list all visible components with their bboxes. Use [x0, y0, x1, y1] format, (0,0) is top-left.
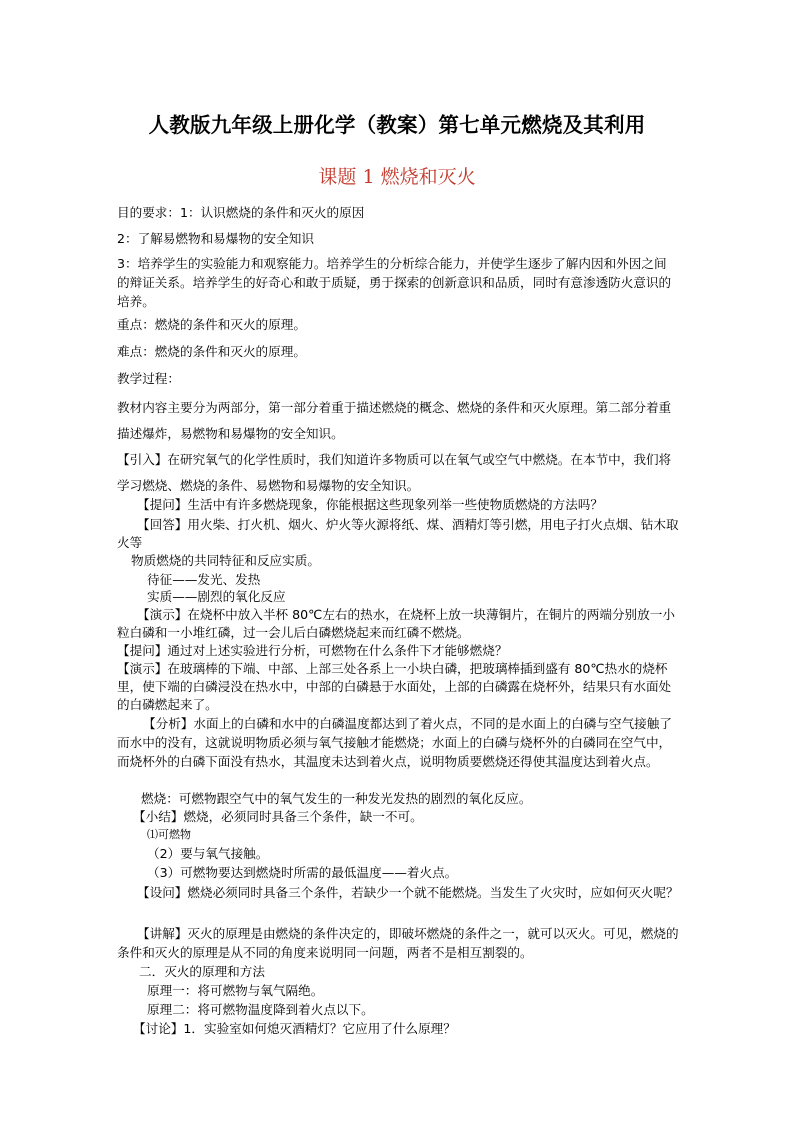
principle-2: 原理二：将可燃物温度降到着火点以下。	[147, 1002, 374, 1017]
summary-line: 【小结】燃烧，必须同时具备三个条件，缺一不可。	[133, 809, 423, 824]
common-features-line: 物质燃烧的共同特征和反应实质。	[131, 553, 320, 568]
content-overview-paragraph: 教材内容主要分为两部分，第一部分着重于描述燃烧的概念、燃烧的条件和灭火原理。第二部分着重描述爆炸，易燃物和易爆物的安全知识。	[117, 400, 672, 441]
objectives-line-2: 2：了解易燃物和易爆物的安全知识	[117, 231, 314, 246]
answer-paragraph: 【回答】用火柴、打火机、烟火、炉火等火源将纸、煤、酒精灯等引燃，用电子打火点烟、钻木取火等	[117, 517, 679, 550]
question-paragraph-1: 【提问】生活中有许多燃烧现象，你能根据这些现象列举一些使物质燃烧的方法吗？	[137, 497, 603, 512]
analysis-paragraph: 【分析】水面上的白磷和水中的白磷温度都达到了着火点，不同的是水面上的白磷与空气接触了而水中的没有，这就说明物质必须与氧气接触才能燃烧；水面上的白磷与烧杯外的白磷同在空气中，而烧杯外的白磷下面没有热水，其温度未达到着火点，说明物质要燃烧还得使其温度达到着火点。	[117, 716, 672, 769]
explanation-paragraph: 【讲解】灭火的原理是由燃烧的条件决定的，即破坏燃烧的条件之一，就可以灭火。可见，燃烧的条件和灭火的原理是从不同的角度来说明同一问题，两者不是相互割裂的。	[117, 926, 679, 960]
combustion-definition: 燃烧：可燃物跟空气中的氧气发生的一种发光发热的剧烈的氧化反应。	[141, 791, 532, 806]
demo-paragraph-1: 【演示】在烧杯中放入半杯 80℃左右的热水，在烧杯上放一块薄铜片，在铜片的两端分别放一小粒白磷和一小堆红磷，过一会儿后白磷燃烧起来而红磷不燃烧。	[117, 607, 675, 640]
feature-line: 待征——发光、发热	[147, 572, 261, 587]
objectives-line-3: 3：培养学生的实验能力和观察能力。培养学生的分析综合能力，并使学生逐步了解内因和外因之间的辩证关系。培养学生的好奇心和敢于质疑，勇于探索的创新意识和品质，同时有意渗透防火意识的培养。	[117, 256, 672, 309]
difficult-point: 难点：燃烧的条件和灭火的原理。	[117, 344, 306, 359]
section-heading-extinguishing: 二．灭火的原理和方法	[139, 964, 265, 979]
teaching-process-heading: 教学过程：	[117, 371, 180, 386]
condition-3: （3）可燃物要达到燃烧时所需的最低温度——着火点。	[147, 865, 458, 880]
key-point: 重点：燃烧的条件和灭火的原理。	[117, 317, 306, 332]
demo-paragraph-2: 【演示】在玻璃棒的下端、中部、上部三处各系上一小块白磷，把玻璃棒插到盛有 80℃热水的烧杯里，使下端的白磷浸没在热水中，中部的白磷悬于水面处，上部的白磷露在烧杯外，结果只有水面处的白磷燃起来了。	[117, 661, 672, 712]
lesson-title: 课题 1 燃烧和灭火	[318, 166, 476, 188]
discussion-line: 【讨论】1．实验室如何熄灭酒精灯？它应用了什么原理？	[133, 1021, 456, 1036]
condition-2: （2）要与氧气接触。	[147, 846, 269, 861]
principle-1: 原理一：将可燃物与氧气隔绝。	[147, 983, 324, 998]
document-title: 人教版九年级上册化学（教案）第七单元燃烧及其利用	[148, 113, 646, 137]
introduction-paragraph: 【引入】在研究氧气的化学性质时，我们知道许多物质可以在氧气或空气中燃烧。在本节中，我们将学习燃烧、燃烧的条件、易燃物和易爆物的安全知识。	[117, 452, 672, 493]
question-paragraph-3: 【设问】燃烧必须同时具备三个条件，若缺少一个就不能燃烧。当发生了火灾时，应如何灭火呢？	[137, 885, 679, 900]
condition-1: ⑴可燃物	[147, 828, 191, 841]
question-paragraph-2: 【提问】通过对上述实验进行分析，可燃物在什么条件下才能够燃烧？	[117, 643, 508, 658]
essence-line: 实质——剧烈的氧化反应	[147, 589, 286, 604]
objectives-line-1: 目的要求：1：认识燃烧的条件和灭火的原因	[117, 205, 365, 220]
